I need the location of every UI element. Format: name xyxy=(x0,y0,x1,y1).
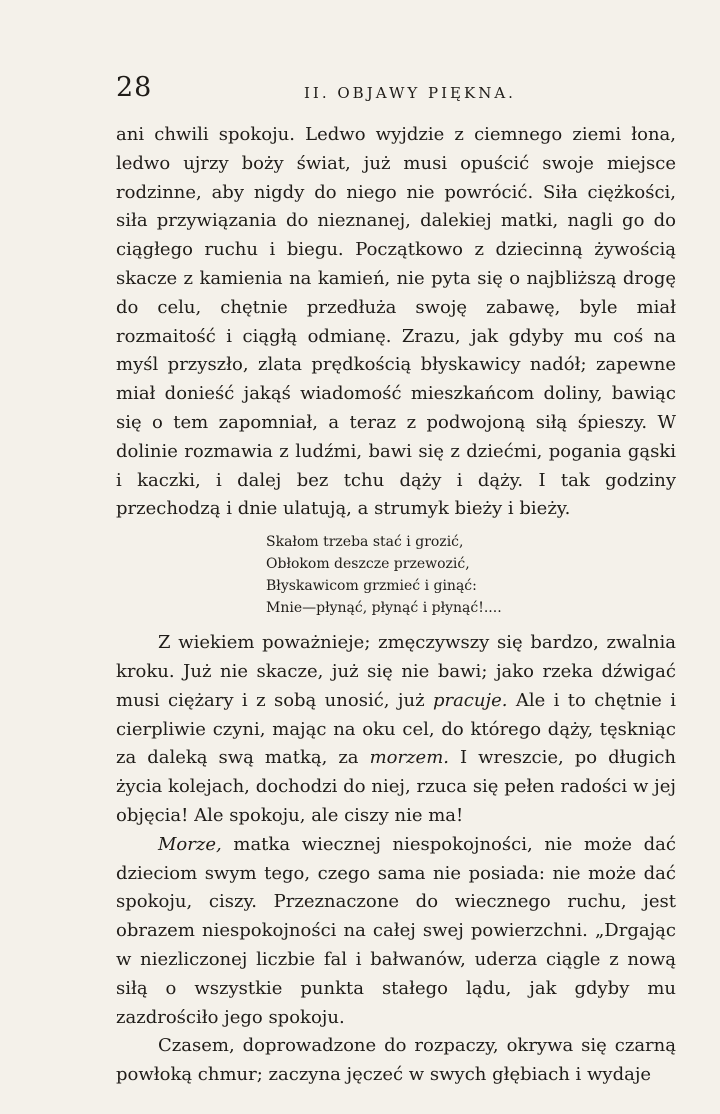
emphasis-morzem: morzem. xyxy=(369,747,449,769)
paragraph-2-text-c: I wreszcie, po długich życia kolejach, dochodzi do niej, rzuca się pełen radości w jej objęcia! Ale spokoju, ale ciszy nie ma! xyxy=(116,747,677,826)
poem-line: Obłokom deszcze przewozić, xyxy=(266,556,470,573)
page-number: 28 xyxy=(116,72,153,103)
poem-line: Skałom trzeba stać i grozić, xyxy=(266,534,464,551)
paragraph-4: Czasem, doprowadzone do rozpaczy, okrywa się czarną powłoką chmur; zaczyna jęczeć w swych głębiach i wydaje xyxy=(116,1035,676,1086)
paragraph-2 xyxy=(116,629,676,831)
paragraph-3-text: matka wiecznej niespokojności, nie może dać dzieciom swym tego, czego sama nie posiada: nie może dać spokoju, ciszy. Przeznaczone do wiecznego ruchu, jest obrazem niespokojności na całej swej powierzchni. „Drgając w niezliczonej liczbie fal i bałwanów, uderza ciągle z nową siłą o wszystkie punkta stałego lądu, jak gdyby mu zazdrościło jego spokoju. xyxy=(116,833,676,1028)
emphasis-morze: Morze, xyxy=(158,833,222,855)
running-head: II. OBJAWY PIĘKNA. xyxy=(304,84,516,102)
page-body xyxy=(116,121,676,1090)
paragraph-2-text-a: Z wiekiem poważnieje; zmęczywszy się bardzo, zwalnia kroku. Już nie skacze, już się nie bawi; jako rzeka dźwigać musi ciężary i z sobą unosić, już xyxy=(116,632,676,711)
poem-line: Błyskawicom grzmieć i ginąć: xyxy=(266,578,477,595)
page-header xyxy=(116,72,676,112)
paragraph-1: ani chwili spokoju. Ledwo wyjdzie z ciemnego ziemi łona, ledwo ujrzy boży świat, już musi opuścić swoje miejsce rodzinne, aby nigdy do niego nie powrócić. Siła ciężkości, siła przywiązania do nieznanej, dalekiej matki, nagli go do ciągłego ruchu i biegu. Początkowo z dziecinną żywością skacze z kamienia na kamień, nie pyta się o najbliższą drogę do celu, chętnie przedłuża swoję zabawę, byle miał rozmaitość i ciągłą odmianę. Zrazu, jak gdyby mu coś na myśl przyszło, zlata prędkością błyskawicy nadół; zapewne miał donieść jakąś wiadomość mieszkańcom doliny, bawiąc się o tem zapomniał, a teraz z podwojoną siłą śpieszy. W dolinie rozmawia z ludźmi, bawi się z dziećmi, pogania gąski i kaczki, i dalej bez tchu dąży i dąży. I tak godziny przechodzą i dnie ulatują, a strumyk bieży i bieży. xyxy=(116,124,676,520)
paragraph-3 xyxy=(116,831,676,1033)
poem-stanza xyxy=(266,531,676,619)
paragraph-2-text-b: Ale i to chętnie i cierpliwie czyni, mając na oku cel, do którego dąży, tęskniąc za daleką swą matką, za xyxy=(116,689,676,769)
emphasis-pracuje: pracuje. xyxy=(432,689,508,711)
poem-line: Mnie—płynąć, płynąć i płynąć!.... xyxy=(266,600,502,617)
